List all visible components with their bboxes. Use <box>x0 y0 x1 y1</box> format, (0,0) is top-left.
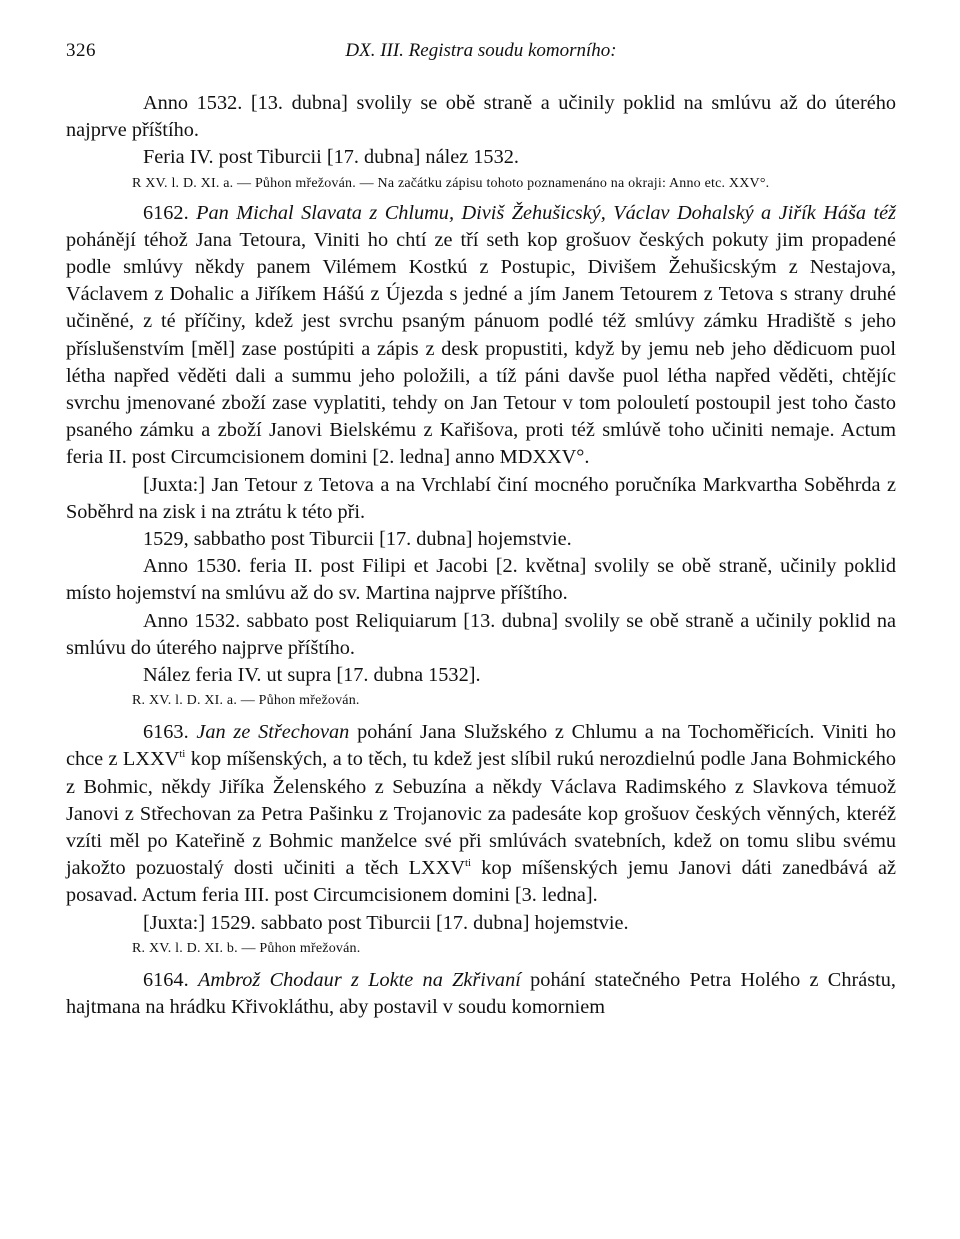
paragraph-juxta-6162: [Juxta:] Jan Tetour z Tetova a na Vrchlabí činí mocného poručníka Markvartha Soběhrda z Soběhrd na zisk i na ztrátu k této při. <box>66 473 896 523</box>
paragraph-anno-1530: Anno 1530. feria II. post Filipi et Jacobi [2. května] svolily se obě straně, učinily poklid místo hojemství na smlúvu až do sv. Martina najprve příštího. <box>66 555 896 605</box>
entry-parties: Pan Michal Slavata z Chlumu, Diviš Žehušicský, Václav Dohalský a Jiřík Háša též <box>196 201 896 224</box>
entry-text: pohání statečného Petra Holého z Chrástu, hajtmana na hrádku Křivokláthu, aby postavil v soudu komorniem <box>66 968 896 1019</box>
entry-text: pohánějí téhož Jana Tetoura, Viniti ho chtí ze tří seth kop grošuov českých pokuty jim propadené podle smlúvy někdy panem Vilémem Kostkú z Postupic, Divišem Žehušicským z Nestajova, Václavem z Dohalic a Jiříkem Hášú z Újezda s jedné a jím Janem Tetourem z Tetova s strany druhé učiněné, z té příčiny, kdež jest svrchu psaným pánuom podlé též smlúvy zámku Hradiště s jeho příslušenstvím [měl] zase postúpiti a zápis z desk propustiti, když by jemu neb jeho dědicuom puol létha napřed věděti dali a summu jeho položili, a tíž páni davše puol létha napřed věděti, chtějíc svrchu jmenované zboží zase vyplatiti, tehdy on Jan Tetour v tom polouletí postoupil jest toho často psaného zámku a zboží Janovi Bielskému z Kařišova, proti též smlúvě toho učiniti nemaje. Actum feria II. post Circumcisionem domini [2. ledna] anno MDXXV°. <box>66 228 896 469</box>
page-number: 326 <box>66 40 96 61</box>
entry-6163 <box>66 719 896 909</box>
entry-number: 6163. <box>143 721 189 744</box>
entry-6164 <box>66 967 896 1021</box>
entry-text-c: kop míšenských jemu Janovi dáti zanedbává až posavad. Actum feria III. post Circumcisionem domini [3. ledna]. <box>66 857 896 907</box>
entry-parties: Ambrož Chodaur z Lokte na Zkřivaní <box>197 968 521 991</box>
superscript-ti: ti <box>464 857 472 870</box>
running-title: DX. III. Registra soudu komorního: <box>345 40 617 61</box>
footnote-6163: R. XV. l. D. XI. b. — Půhon mřežován. <box>132 940 361 956</box>
entry-number: 6164. <box>143 968 189 991</box>
paragraph-juxta-6163: [Juxta:] 1529. sabbato post Tiburcii [17. dubna] hojemstvie. <box>143 911 629 934</box>
paragraph-nalez: Nález feria IV. ut supra [17. dubna 1532]. <box>143 664 481 687</box>
page-header <box>66 40 896 74</box>
paragraph-anno-1532-b: Anno 1532. sabbato post Reliquiarum [13. dubna] svolily se obě straně a učinily poklid na smlúvu do úterého najprve příštího. <box>66 609 896 659</box>
document-page <box>66 40 896 1021</box>
paragraph-anno-1532: Anno 1532. [13. dubna] svolily se obě straně a učinily poklid na smlúvu až do úterého najprve příštího. <box>66 92 896 142</box>
page-body <box>66 90 896 1021</box>
paragraph-1529: 1529, sabbatho post Tiburcii [17. dubna] hojemstvie. <box>143 528 572 551</box>
entry-6162 <box>66 200 896 472</box>
entry-number: 6162. <box>143 201 189 224</box>
entry-text-b: kop míšenských, a to těch, tu kdež jest slíbil rukú nerozdielnú podle Jana Bohmického z Bohmic, někdy Jiříka Želenského z Sebuzína a někdy Václava Radimského z Slavkova témuož Janovi z Střechovan za Petra Pašinku z Trojanovic za padesáte kop grošuov českých věnných, kteréž vzíti měl po Kateřině z Bohmic manželce své při smlúvách svatebních, kdež on tomu slibu svému jakožto pozuostalý dosti učiniti a těch LXXV <box>66 748 896 880</box>
entry-text-a: pohání Jana Služského z Chlumu a na Tochoměřicích. Viniti ho chce z LXXV <box>66 721 896 771</box>
superscript-ti: ti <box>179 748 186 761</box>
paragraph-feria-iv: Feria IV. post Tiburcii [17. dubna] nález 1532. <box>143 146 519 169</box>
entry-parties: Jan ze Střechovan <box>196 721 350 744</box>
footnote-block1: R XV. l. D. XI. a. — Půhon mřežován. — Na začátku zápisu tohoto poznamenáno na okraji: Anno etc. XXV°. <box>132 175 770 191</box>
footnote-6162: R. XV. l. D. XI. a. — Půhon mřežován. <box>132 693 360 709</box>
